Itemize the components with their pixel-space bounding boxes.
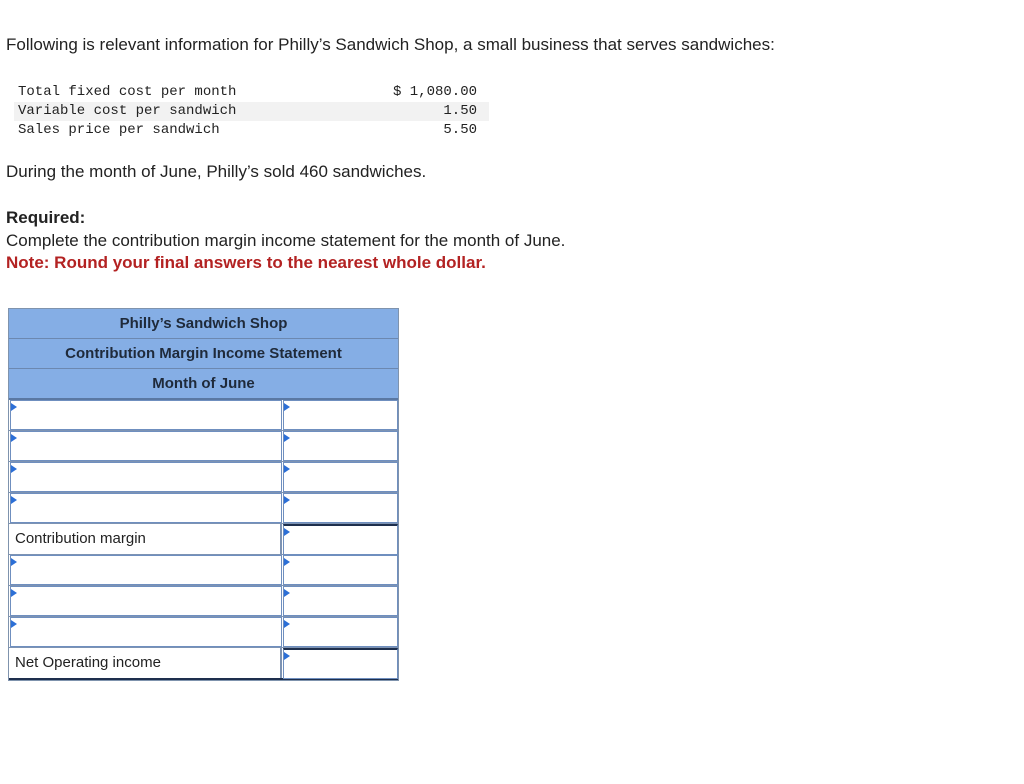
net-operating-income-label-cell (10, 648, 282, 678)
line-item-input[interactable] (11, 556, 281, 584)
intro-text: Following is relevant information for Philly’s Sandwich Shop, a small business that serves sandwiches: (6, 35, 775, 54)
amount-cell[interactable] (283, 555, 398, 585)
net-operating-income-input[interactable] (284, 650, 397, 678)
amount-input[interactable] (284, 618, 397, 646)
statement-row (9, 493, 398, 524)
required-text: Complete the contribution margin income statement for the month of June. (6, 231, 566, 250)
required-heading: Required: (6, 208, 86, 227)
line-item-select[interactable] (10, 555, 282, 585)
line-item-input[interactable] (11, 401, 281, 429)
line-item-input[interactable] (11, 618, 281, 646)
statement-row (9, 617, 398, 648)
amount-input[interactable] (284, 401, 397, 429)
amount-cell[interactable] (283, 586, 398, 616)
line-item-select[interactable] (10, 462, 282, 492)
contribution-margin-label: Contribution margin (15, 530, 146, 547)
line-item-select[interactable] (10, 586, 282, 616)
amount-cell[interactable] (283, 617, 398, 647)
info-value: 5.50 (443, 122, 477, 138)
amount-cell[interactable] (283, 431, 398, 461)
line-item-select[interactable] (10, 617, 282, 647)
info-row-fixed-cost (14, 83, 489, 102)
line-item-select[interactable] (10, 431, 282, 461)
info-value: 1.50 (368, 102, 489, 121)
line-item-input[interactable] (11, 463, 281, 491)
line-item-select[interactable] (10, 400, 282, 430)
contribution-margin-amount[interactable] (283, 524, 398, 555)
net-operating-income-row (9, 648, 398, 680)
statement-row (9, 555, 398, 586)
line-item-select[interactable] (10, 493, 282, 523)
statement-row (9, 586, 398, 617)
info-label: Total fixed cost per month (18, 84, 237, 100)
amount-input[interactable] (284, 587, 397, 615)
income-statement (8, 308, 399, 681)
line-item-input[interactable] (11, 432, 281, 460)
info-row-sales-price (14, 121, 489, 140)
statement-company: Philly’s Sandwich Shop (9, 309, 398, 339)
amount-cell[interactable] (283, 462, 398, 492)
statement-row (9, 400, 398, 431)
info-value: $ 1,080.00 (392, 84, 477, 100)
contribution-margin-label-cell (10, 524, 282, 554)
rounding-note: Note: Round your final answers to the nearest whole dollar. (6, 253, 486, 272)
statement-title: Contribution Margin Income Statement (9, 339, 398, 369)
amount-input[interactable] (284, 463, 397, 491)
contribution-margin-row (9, 524, 398, 555)
amount-cell[interactable] (283, 493, 398, 523)
line-item-input[interactable] (11, 494, 281, 522)
net-operating-income-amount[interactable] (283, 648, 398, 679)
amount-input[interactable] (284, 494, 397, 522)
info-row-variable-cost (14, 102, 489, 121)
statement-period: Month of June (9, 369, 398, 400)
contribution-margin-input[interactable] (284, 526, 397, 554)
line-item-input[interactable] (11, 587, 281, 615)
statement-row (9, 431, 398, 462)
statement-row (9, 462, 398, 493)
info-label: Sales price per sandwich (18, 122, 220, 138)
net-operating-income-label: Net Operating income (15, 654, 161, 671)
june-sales-text: During the month of June, Philly’s sold 460 sandwiches. (6, 162, 427, 181)
info-label: Variable cost per sandwich (14, 102, 368, 121)
amount-input[interactable] (284, 432, 397, 460)
cost-info-table (14, 83, 489, 140)
amount-input[interactable] (284, 556, 397, 584)
amount-cell[interactable] (283, 400, 398, 430)
